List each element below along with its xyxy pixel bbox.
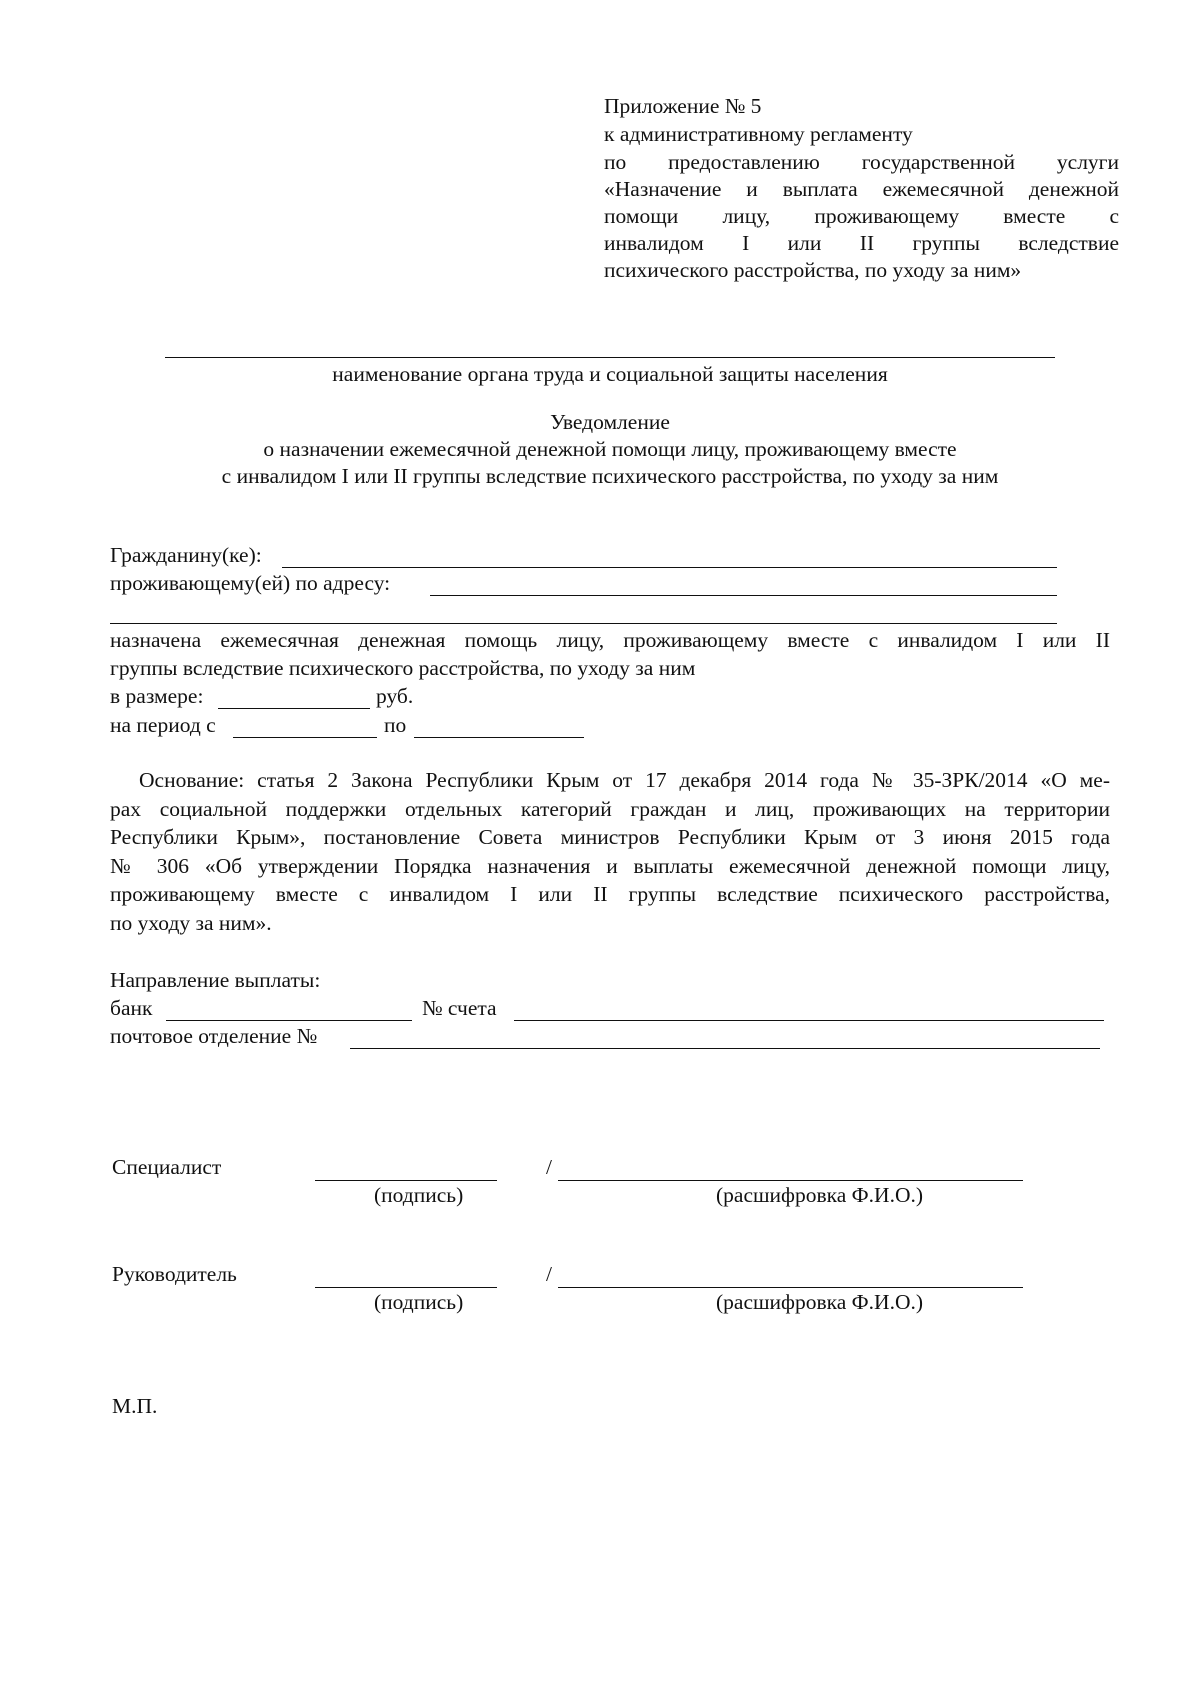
account-label: № счета bbox=[422, 996, 497, 1020]
specialist-label: Специалист bbox=[112, 1155, 222, 1179]
post-office-label: почтовое отделение № bbox=[110, 1024, 318, 1048]
address-field-continuation[interactable] bbox=[110, 623, 1057, 624]
specialist-name-caption: (расшифровка Ф.И.О.) bbox=[716, 1183, 924, 1207]
basis-line6: по уходу за ним». bbox=[110, 910, 272, 935]
basis-line2: рах социальной поддержки отдельных категорий граждан и лиц, проживающих на территории bbox=[110, 796, 1110, 821]
appendix-service-line2: «Назначение и выплата ежемесячной денежной bbox=[604, 177, 1119, 201]
account-field[interactable] bbox=[514, 1020, 1104, 1021]
head-slash: / bbox=[546, 1262, 552, 1286]
head-name-caption: (расшифровка Ф.И.О.) bbox=[716, 1290, 924, 1314]
basis-line1: Основание: статья 2 Закона Республики Крым от 17 декабря 2014 года № 35-ЗРК/2014 «О ме- bbox=[139, 768, 1110, 792]
period-from-field[interactable] bbox=[233, 737, 377, 738]
specialist-signature-caption: (подпись) bbox=[374, 1183, 464, 1207]
address-label: проживающему(ей) по адресу: bbox=[110, 571, 391, 595]
post-office-field[interactable] bbox=[350, 1048, 1100, 1049]
head-name-field[interactable] bbox=[558, 1287, 1023, 1288]
assigned-line1: назначена ежемесячная денежная помощь лицу, проживающему вместе с инвалидом I или II bbox=[110, 628, 1110, 652]
basis-line5: проживающему вместе с инвалидом I или II группы вследствие психического расстройства, bbox=[110, 882, 1110, 906]
payment-heading: Направление выплаты: bbox=[110, 968, 321, 992]
period-to-field[interactable] bbox=[414, 737, 584, 738]
assigned-line2: группы вследствие психического расстройства, по уходу за ним bbox=[110, 656, 696, 680]
basis-line3: Республики Крым», постановление Совета министров Республики Крым от 3 июня 2015 года bbox=[110, 825, 1110, 849]
appendix-service-line5: психического расстройства, по уходу за ним» bbox=[604, 258, 1022, 282]
appendix-service-line4: инвалидом I или II группы вследствие bbox=[604, 231, 1119, 255]
appendix-regulation: к административному регламенту bbox=[604, 122, 913, 146]
amount-unit: руб. bbox=[376, 684, 414, 708]
head-label: Руководитель bbox=[112, 1262, 237, 1286]
stamp-place: М.П. bbox=[112, 1394, 158, 1418]
specialist-slash: / bbox=[546, 1155, 552, 1179]
basis-paragraph bbox=[110, 766, 1110, 937]
appendix-number: Приложение № 5 bbox=[604, 94, 762, 118]
appendix-service-line3: помощи лицу, проживающему вместе с bbox=[604, 204, 1119, 228]
bank-field[interactable] bbox=[166, 1020, 412, 1021]
organ-caption: наименование органа труда и социальной защиты населения bbox=[332, 362, 888, 386]
appendix-service-line1: по предоставлению государственной услуги bbox=[604, 150, 1119, 174]
period-to-label: по bbox=[384, 713, 407, 737]
specialist-signature-field[interactable] bbox=[315, 1180, 497, 1181]
organ-name-line bbox=[165, 357, 1055, 358]
document-title: Уведомление bbox=[550, 410, 670, 434]
citizen-label: Гражданину(ке): bbox=[110, 543, 262, 567]
head-signature-caption: (подпись) bbox=[374, 1290, 464, 1314]
amount-field[interactable] bbox=[218, 708, 370, 709]
period-from-label: на период с bbox=[110, 713, 216, 737]
bank-label: банк bbox=[110, 996, 153, 1020]
citizen-name-field[interactable] bbox=[282, 567, 1057, 568]
title-line1: о назначении ежемесячной денежной помощи лицу, проживающему вместе bbox=[263, 437, 957, 461]
amount-label: в размере: bbox=[110, 684, 204, 708]
title-line2: с инвалидом I или II группы вследствие психического расстройства, по уходу за ним bbox=[221, 464, 999, 488]
head-signature-field[interactable] bbox=[315, 1287, 497, 1288]
address-field[interactable] bbox=[430, 595, 1057, 596]
basis-line4: № 306 «Об утверждении Порядка назначения и выплаты ежемесячной денежной помощи лицу, bbox=[110, 853, 1110, 878]
specialist-name-field[interactable] bbox=[558, 1180, 1023, 1181]
